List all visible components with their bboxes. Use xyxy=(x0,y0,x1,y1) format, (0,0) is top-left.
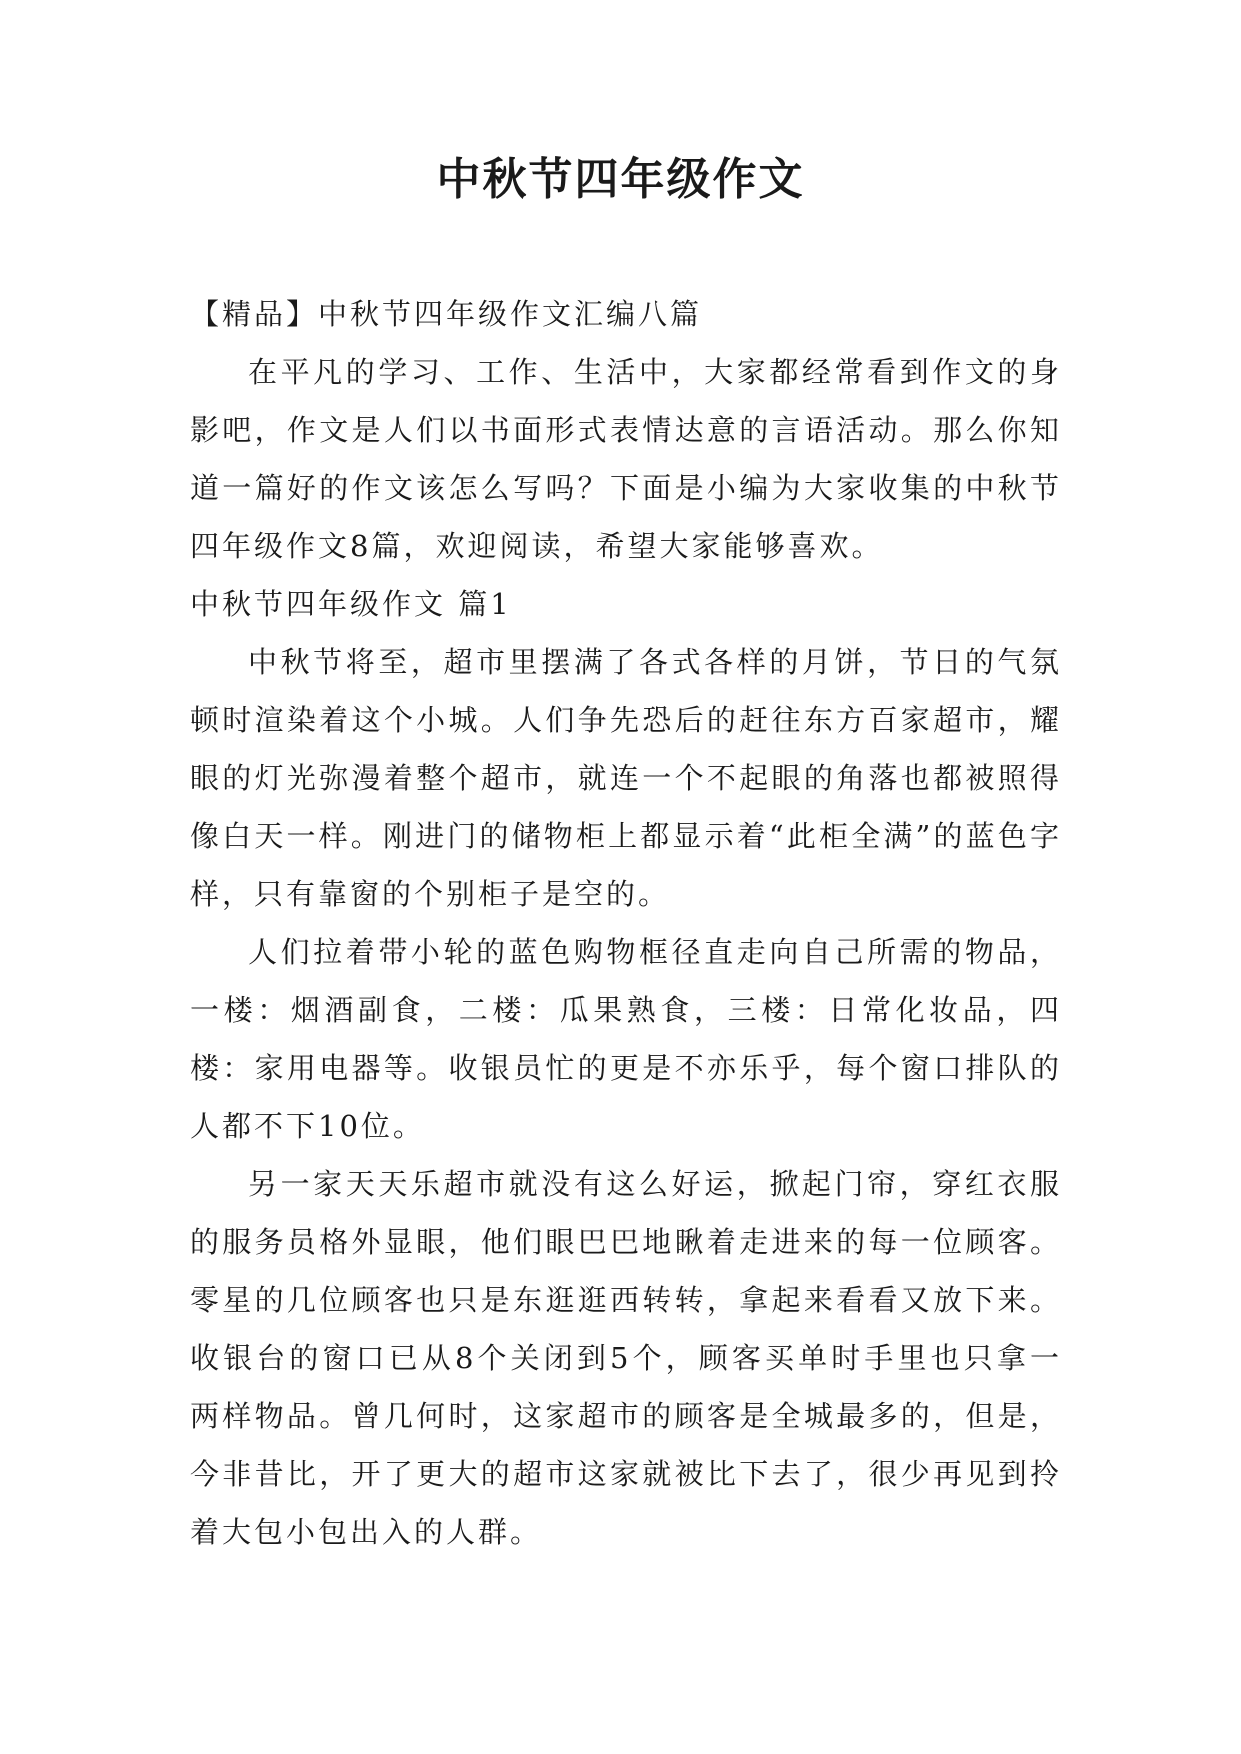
section-heading: 中秋节四年级作文 篇1 xyxy=(190,587,512,621)
body-paragraph: 人们拉着带小轮的蓝色购物框径直走向自己所需的物品，一楼：烟酒副食，二楼：瓜果熟食，三楼：日常化妆品，四楼：家用电器等。收银员忙的更是不亦乐乎，每个窗口排队的人都不下10位。 xyxy=(190,935,1062,1143)
document-title: 中秋节四年级作文 xyxy=(436,154,805,205)
body-paragraph: 中秋节将至，超市里摆满了各式各样的月饼，节日的气氛顿时渲染着这个小城。人们争先恐后的赶往东方百家超市，耀眼的灯光弥漫着整个超市，就连一个不起眼的角落也都被照得像白天一样。刚进门的储物柜上都显示着“此柜全满”的蓝色字样，只有靠窗的个别柜子是空的。 xyxy=(190,645,1062,911)
body-paragraph: 另一家天天乐超市就没有这么好运，掀起门帘，穿红衣服的服务员格外显眼，他们眼巴巴地瞅着走进来的每一位顾客。零星的几位顾客也只是东逛逛西转转，拿起来看看又放下来。收银台的窗口已从8个关闭到5个，顾客买单时手里也只拿一两样物品。曾几何时，这家超市的顾客是全城最多的，但是，今非昔比，开了更大的超市这家就被比下去了，很少再见到拎着大包小包出入的人群。 xyxy=(190,1167,1062,1549)
document-body xyxy=(190,285,1062,1561)
document-subtitle: 【精品】中秋节四年级作文汇编八篇 xyxy=(190,297,703,331)
intro-paragraph: 在平凡的学习、工作、生活中，大家都经常看到作文的身影吧，作文是人们以书面形式表情达意的言语活动。那么你知道一篇好的作文该怎么写吗？下面是小编为大家收集的中秋节四年级作文8篇，欢迎阅读，希望大家能够喜欢。 xyxy=(190,355,1062,563)
